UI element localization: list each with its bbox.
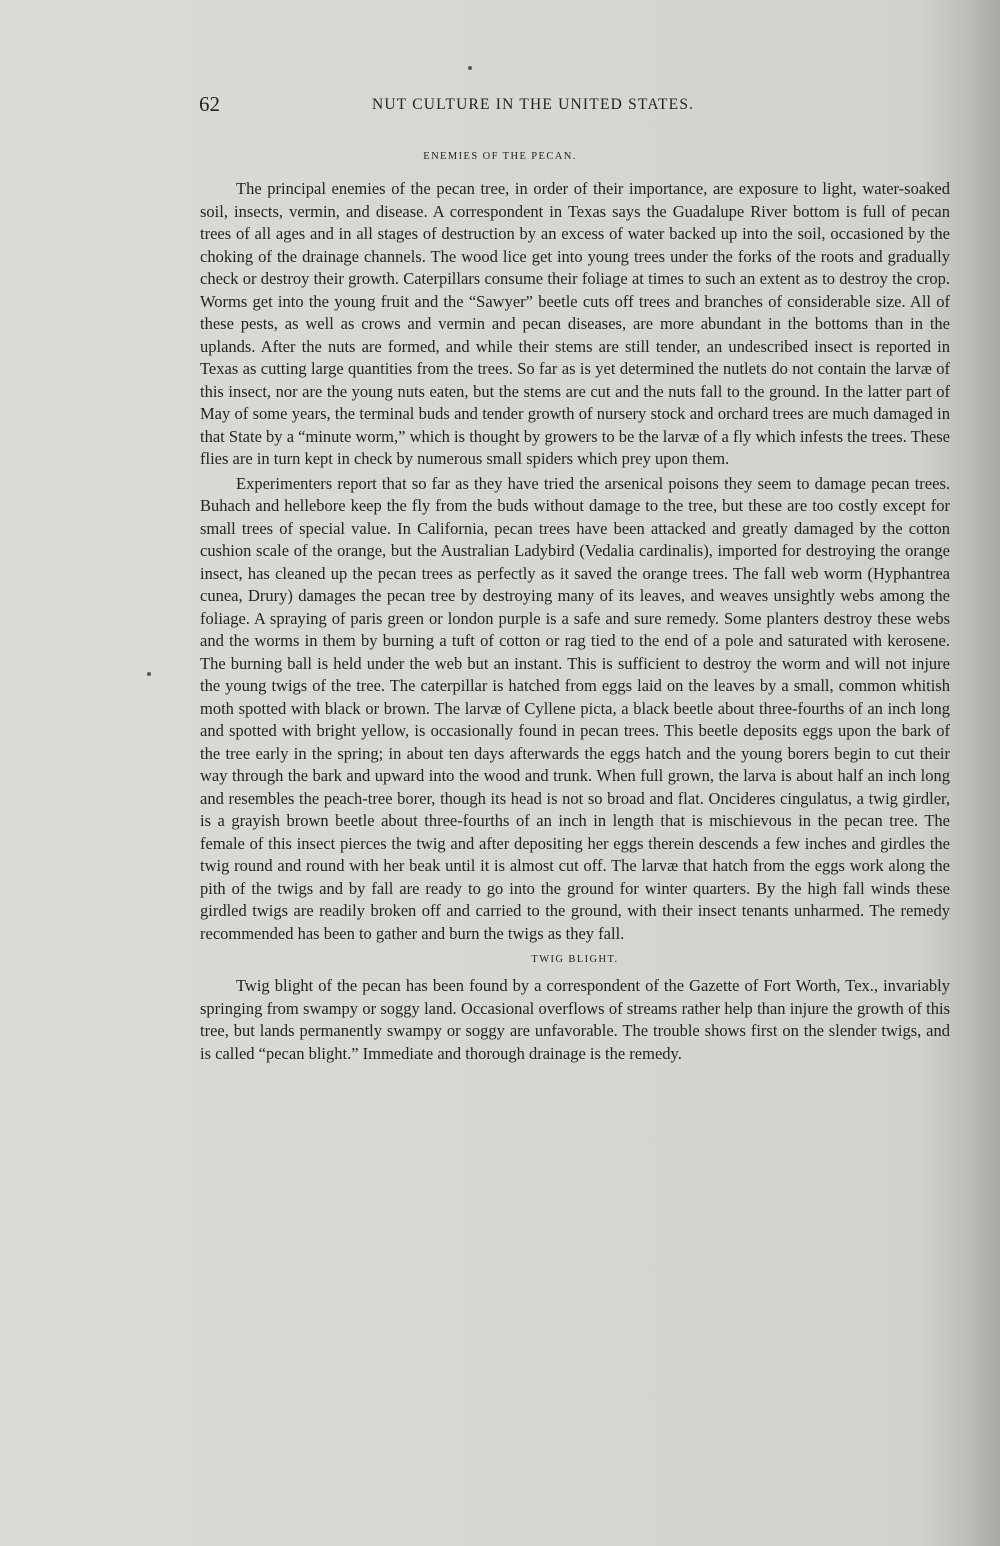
page-header <box>0 92 1000 126</box>
running-title: NUT CULTURE IN THE UNITED STATES. <box>372 96 695 113</box>
section-heading-twig-blight: TWIG BLIGHT. <box>531 954 619 965</box>
ink-speck <box>468 66 472 70</box>
section-heading-enemies: ENEMIES OF THE PECAN. <box>423 151 577 162</box>
margin-ink-speck <box>147 672 151 676</box>
paragraph-enemies-2: Experimenters report that so far as they have tried the arsenical poisons they seem to damage pecan trees. Buhach and hellebore keep the fly from the buds without damage to the tree, but these are too costly except for small trees of special value. In California, pecan trees have been attacked and greatly damaged by the cotton cushion scale of the orange, but the Australian Ladybird (Vedalia cardinalis), imported for destroying the orange insect, has cleaned up the pecan trees as perfectly as it saved the orange trees. The fall web worm (Hyphantrea cunea, Drury) damages the pecan tree by destroying many of its leaves, and weaves unsightly webs among the foliage. A spraying of paris green or london purple is a safe and sure remedy. Some planters destroy these webs and the worms in them by burning a tuft of cotton or rag tied to the end of a pole and saturated with kerosene. The burning ball is held under the web but an instant. This is sufficient to destroy the worm and will not injure the young twigs of the tree. The caterpillar is hatched from eggs laid on the leaves by a small, common whitish moth spotted with black or brown. The larvæ of Cyllene picta, a black beetle about three-fourths of an inch long and spotted with bright yellow, is occasionally found in pecan trees. This beetle deposits eggs upon the bark of the tree early in the spring; in about ten days afterwards the eggs hatch and the young borers begin to cut their way through the bark and upward into the wood and trunk. When full grown, the larva is about half an inch long and resembles the peach-tree borer, though its head is not so broad and flat. Oncideres cingulatus, a twig girdler, is a grayish brown beetle about three-fourths of an inch in length that is mischievous in the pecan tree. The female of this insect pierces the twig and after depositing her eggs therein descends a few inches and girdles the twig round and round with her beak until it is almost cut off. The larvæ that hatch from the eggs work along the pith of the twigs and by fall are ready to go into the ground for winter quarters. By the high fall winds these girdled twigs are readily broken off and carried to the ground, with their insect tenants unharmed. The remedy recommended has been to gather and burn the twigs as they fall. <box>200 473 950 943</box>
body-text <box>200 150 950 1065</box>
paragraph-enemies-1: The principal enemies of the pecan tree, in order of their importance, are exposure to light, water-soaked soil, insects, vermin, and disease. A correspondent in Texas says the Guadalupe River bottom is full of pecan trees of all ages and in all stages of destruction by an excess of water backed up into the soil, occasioned by the choking of the drainage channels. The wood lice get into young trees under the forks of the roots and gradually check or destroy their growth. Caterpillars consume their foliage at times to such an extent as to destroy the crop. Worms get into the young fruit and the “Sawyer” beetle cuts off trees and branches of considerable size. All of these pests, as well as crows and vermin and pecan diseases, are more abundant in the bottoms than in the uplands. After the nuts are formed, and while their stems are still tender, an undescribed insect is reported in Texas as cutting large quantities from the trees. So far as is yet determined the nutlets do not contain the larvæ of this insect, nor are the young nuts eaten, but the stems are cut and the nuts fall to the ground. In the latter part of May of some years, the terminal buds and tender growth of nursery stock and orchard trees are much damaged in that State by a “minute worm,” which is thought by growers to be the larvæ of a fly which infests the trees. These flies are in turn kept in check by numerous small spiders which prey upon them. <box>200 179 950 468</box>
page-number: 62 <box>199 92 220 116</box>
paragraph-twig-blight: Twig blight of the pecan has been found by a correspondent of the Gazette of Fort Worth, Tex., invariably springing from swampy or soggy land. Occasional overflows of streams rather help than injure the growth of this tree, but lands permanently swampy or soggy are unfavorable. The trouble shows first on the slender twigs, and is called “pecan blight.” Immediate and thorough drainage is the remedy. <box>200 976 950 1063</box>
